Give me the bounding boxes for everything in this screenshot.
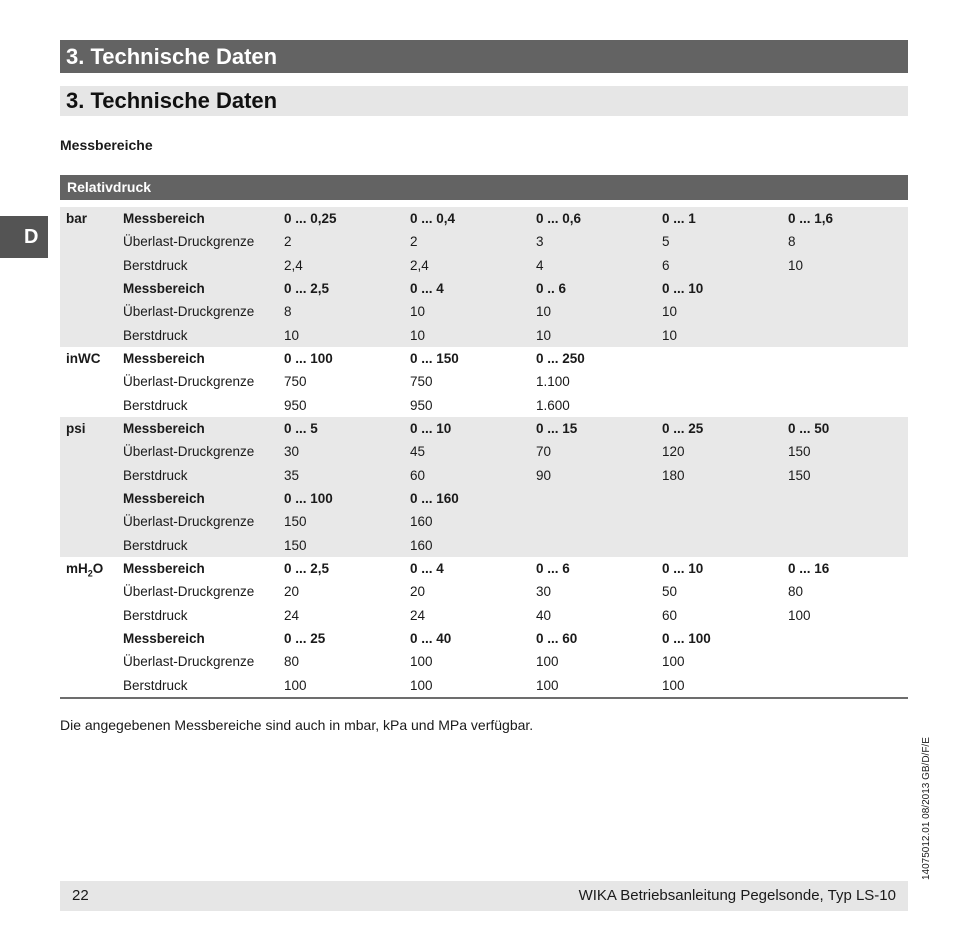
table-cell: 80 bbox=[788, 584, 804, 600]
table-cell: 150 bbox=[788, 467, 811, 483]
table-cell: 35 bbox=[284, 467, 300, 483]
table-cell: 0 ... 50 bbox=[788, 420, 830, 436]
table-title: Relativdruck bbox=[60, 175, 908, 200]
row-label: Messbereich bbox=[123, 560, 205, 576]
table-cell: 10 bbox=[536, 327, 552, 343]
section-heading-banner: 3. Technische Daten bbox=[60, 40, 908, 73]
row-label: Messbereich bbox=[123, 350, 205, 366]
row-label: Messbereich bbox=[123, 490, 205, 506]
table-row bbox=[60, 324, 908, 347]
table-cell: 3 bbox=[536, 234, 544, 250]
table-row bbox=[60, 230, 908, 253]
row-label: Berstdruck bbox=[123, 397, 188, 413]
row-label: Messbereich bbox=[123, 420, 205, 436]
language-tab: D bbox=[0, 216, 48, 258]
row-label: Berstdruck bbox=[123, 327, 188, 343]
unit-group bbox=[60, 207, 908, 347]
table-cell: 0 ... 100 bbox=[284, 350, 333, 366]
row-label: Berstdruck bbox=[123, 537, 188, 553]
table-cell: 100 bbox=[410, 677, 433, 693]
table-cell: 40 bbox=[536, 607, 552, 623]
row-label: Überlast-Druckgrenze bbox=[123, 234, 255, 250]
table-row bbox=[60, 464, 908, 487]
table-row bbox=[60, 627, 908, 650]
table-cell: 950 bbox=[284, 397, 307, 413]
subheading: Messbereiche bbox=[60, 137, 153, 153]
table-cell: 0 ... 10 bbox=[662, 280, 704, 296]
table-cell: 10 bbox=[536, 304, 552, 320]
table-cell: 750 bbox=[284, 374, 307, 390]
table-cell: 0 ... 0,4 bbox=[410, 211, 456, 226]
document-code: 14075012.01 08/2013 GB/D/F/E bbox=[921, 737, 932, 880]
table-cell: 10 bbox=[410, 327, 426, 343]
table-row bbox=[60, 347, 908, 370]
footer-title: WIKA Betriebsanleitung Pegelsonde, Typ LS-10 bbox=[578, 887, 896, 904]
table-cell: 160 bbox=[410, 514, 433, 530]
row-label: Überlast-Druckgrenze bbox=[123, 304, 255, 320]
table-cell: 0 ... 0,25 bbox=[284, 211, 337, 226]
table-row bbox=[60, 207, 908, 230]
table-cell: 0 ... 150 bbox=[410, 350, 459, 366]
table-cell: 10 bbox=[788, 257, 804, 273]
table-cell: 10 bbox=[662, 327, 678, 343]
row-label: Messbereich bbox=[123, 280, 205, 296]
table-cell: 0 ... 5 bbox=[284, 420, 318, 436]
table-cell: 0 ... 2,5 bbox=[284, 560, 330, 576]
table-cell: 2,4 bbox=[410, 257, 429, 273]
table-cell: 0 ... 6 bbox=[536, 560, 570, 576]
table-cell: 0 ... 25 bbox=[284, 630, 326, 646]
table-cell: 10 bbox=[284, 327, 300, 343]
measuring-range-table bbox=[60, 207, 908, 699]
row-label: Überlast-Druckgrenze bbox=[123, 654, 255, 670]
table-cell: 0 ... 1 bbox=[662, 211, 696, 226]
table-cell: 90 bbox=[536, 467, 552, 483]
table-cell: 45 bbox=[410, 444, 426, 460]
table-row bbox=[60, 674, 908, 697]
table-cell: 0 ... 16 bbox=[788, 560, 830, 576]
table-row bbox=[60, 254, 908, 277]
table-cell: 8 bbox=[284, 304, 292, 320]
table-cell: 0 ... 10 bbox=[410, 420, 452, 436]
row-label: Messbereich bbox=[123, 630, 205, 646]
table-cell: 20 bbox=[284, 584, 300, 600]
table-cell: 100 bbox=[410, 654, 433, 670]
table-cell: 2,4 bbox=[284, 257, 303, 273]
table-cell: 5 bbox=[662, 234, 670, 250]
table-row bbox=[60, 394, 908, 417]
table-row bbox=[60, 510, 908, 533]
table-cell: 24 bbox=[410, 607, 426, 623]
table-cell: 80 bbox=[284, 654, 300, 670]
table-cell: 4 bbox=[536, 257, 544, 273]
table-cell: 0 ... 250 bbox=[536, 350, 585, 366]
table-cell: 0 ... 15 bbox=[536, 420, 578, 436]
table-row bbox=[60, 417, 908, 440]
table-cell: 20 bbox=[410, 584, 426, 600]
table-cell: 0 ... 2,5 bbox=[284, 280, 330, 296]
table-row bbox=[60, 557, 908, 580]
row-label: Berstdruck bbox=[123, 257, 188, 273]
table-row bbox=[60, 300, 908, 323]
table-cell: 50 bbox=[662, 584, 678, 600]
table-cell: 100 bbox=[662, 677, 685, 693]
table-cell: 60 bbox=[410, 467, 426, 483]
unit-label: bar bbox=[66, 211, 88, 226]
table-cell: 6 bbox=[662, 257, 670, 273]
table-cell: 0 ... 25 bbox=[662, 420, 704, 436]
table-cell: 0 ... 0,6 bbox=[536, 211, 582, 226]
row-label: Berstdruck bbox=[123, 677, 188, 693]
table-cell: 1.100 bbox=[536, 374, 570, 390]
table-cell: 0 ... 4 bbox=[410, 280, 444, 296]
table-cell: 24 bbox=[284, 607, 300, 623]
table-cell: 180 bbox=[662, 467, 685, 483]
table-cell: 0 .. 6 bbox=[536, 280, 567, 296]
row-label: Messbereich bbox=[123, 211, 205, 226]
table-cell: 0 ... 100 bbox=[662, 630, 711, 646]
table-cell: 60 bbox=[662, 607, 678, 623]
table-cell: 70 bbox=[536, 444, 552, 460]
table-row bbox=[60, 604, 908, 627]
table-cell: 150 bbox=[284, 514, 307, 530]
table-row bbox=[60, 534, 908, 557]
table-cell: 0 ... 10 bbox=[662, 560, 704, 576]
row-label: Überlast-Druckgrenze bbox=[123, 584, 255, 600]
section-heading: 3. Technische Daten bbox=[60, 86, 908, 116]
table-cell: 2 bbox=[284, 234, 292, 250]
row-label: Überlast-Druckgrenze bbox=[123, 444, 255, 460]
table-cell: 2 bbox=[410, 234, 418, 250]
table-row bbox=[60, 580, 908, 603]
table-cell: 150 bbox=[788, 444, 811, 460]
row-label: Berstdruck bbox=[123, 607, 188, 623]
table-cell: 950 bbox=[410, 397, 433, 413]
table-cell: 100 bbox=[662, 654, 685, 670]
table-cell: 0 ... 4 bbox=[410, 560, 444, 576]
row-label: Überlast-Druckgrenze bbox=[123, 514, 255, 530]
table-row bbox=[60, 650, 908, 673]
table-cell: 1.600 bbox=[536, 397, 570, 413]
table-cell: 100 bbox=[788, 607, 811, 623]
table-cell: 0 ... 40 bbox=[410, 630, 452, 646]
table-row bbox=[60, 370, 908, 393]
unit-group bbox=[60, 347, 908, 417]
row-label: Berstdruck bbox=[123, 467, 188, 483]
table-cell: 100 bbox=[536, 677, 559, 693]
table-cell: 150 bbox=[284, 537, 307, 553]
table-cell: 750 bbox=[410, 374, 433, 390]
table-cell: 0 ... 160 bbox=[410, 490, 459, 506]
table-cell: 100 bbox=[536, 654, 559, 670]
table-cell: 10 bbox=[410, 304, 426, 320]
table-row bbox=[60, 440, 908, 463]
table-cell: 30 bbox=[284, 444, 300, 460]
table-cell: 160 bbox=[410, 537, 433, 553]
unit-group bbox=[60, 557, 908, 697]
unit-group bbox=[60, 417, 908, 557]
unit-label: inWC bbox=[66, 350, 101, 366]
unit-label: psi bbox=[66, 420, 86, 436]
table-cell: 0 ... 100 bbox=[284, 490, 333, 506]
table-cell: 10 bbox=[662, 304, 678, 320]
table-cell: 0 ... 1,6 bbox=[788, 211, 834, 226]
table-cell: 100 bbox=[284, 677, 307, 693]
table-row bbox=[60, 277, 908, 300]
footnote: Die angegebenen Messbereiche sind auch in mbar, kPa und MPa verfügbar. bbox=[60, 717, 534, 733]
page-number: 22 bbox=[72, 887, 89, 904]
table-cell: 8 bbox=[788, 234, 796, 250]
table-cell: 0 ... 60 bbox=[536, 630, 578, 646]
table-cell: 120 bbox=[662, 444, 685, 460]
unit-label: $mH_2O$ bbox=[66, 560, 104, 579]
table-row bbox=[60, 487, 908, 510]
table-cell: 30 bbox=[536, 584, 552, 600]
page-footer bbox=[60, 881, 908, 911]
row-label: Überlast-Druckgrenze bbox=[123, 374, 255, 390]
